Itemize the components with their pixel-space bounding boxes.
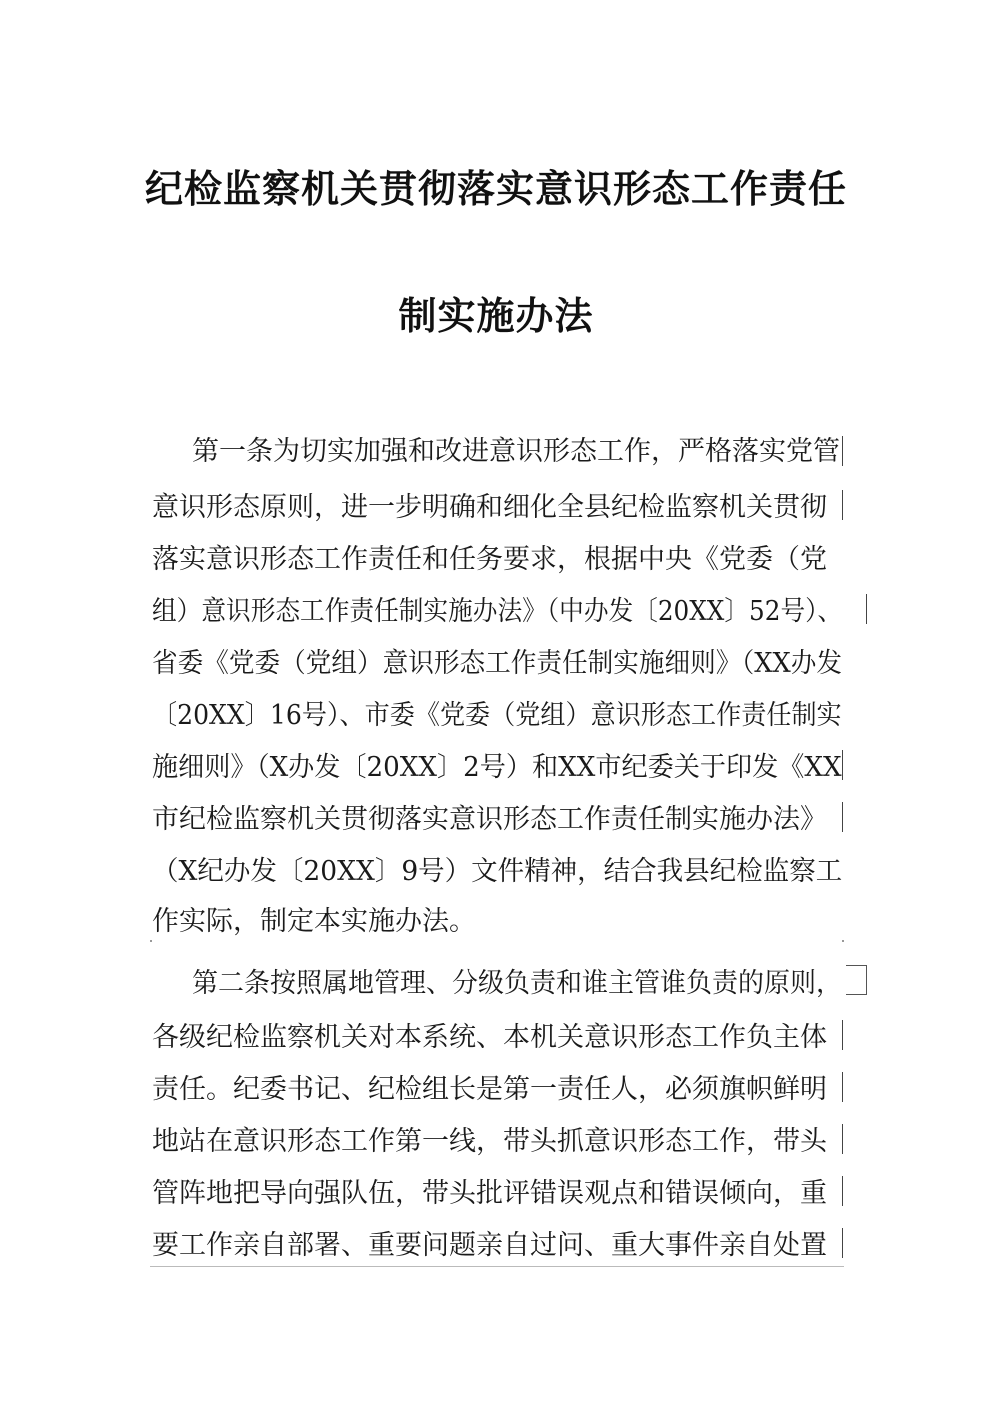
document-title-line-1: 纪检监察机关贯彻落实意识形态工作责任: [144, 166, 847, 211]
article1-line: 省委《党委（党组）意识形态工作责任制实施细则》（XX办发: [152, 648, 842, 679]
article1-line: 第一条为切实加强和改进意识形态工作，严格落实党管: [192, 436, 840, 467]
article1-line: 落实意识形态工作责任和任务要求，根据中央《党委（党: [152, 544, 827, 575]
margin-mark: [842, 750, 843, 780]
article2-line: 第二条按照属地管理、分级负责和谁主管谁负责的原则，: [192, 968, 843, 999]
article1-line: （X纪办发〔20XX〕9号）文件精神，结合我县纪检监察工: [152, 856, 843, 887]
article2-line: 各级纪检监察机关对本系统、本机关意识形态工作负主体: [152, 1022, 827, 1053]
margin-mark: [866, 594, 867, 624]
margin-dot: [842, 940, 844, 942]
article1-line: 施细则》（X办发〔20XX〕2号）和XX市纪委关于印发《XX: [152, 752, 842, 783]
margin-dot: [150, 940, 152, 942]
margin-mark: [842, 802, 843, 832]
article2-line: 地站在意识形态工作第一线，带头抓意识形态工作，带头: [152, 1126, 827, 1157]
article1-line: 意识形态原则，进一步明确和细化全县纪检监察机关贯彻: [152, 492, 827, 523]
margin-mark: [842, 1072, 843, 1102]
margin-mark: [842, 1228, 843, 1258]
article2-line: 管阵地把导向强队伍，带头批评错误观点和错误倾向，重: [152, 1178, 827, 1209]
margin-mark: [842, 436, 843, 466]
document-title-line-2: 制实施办法: [398, 293, 594, 338]
article2-line: 责任。纪委书记、纪检组长是第一责任人，必须旗帜鲜明: [152, 1074, 827, 1105]
bottom-margin-rule: [150, 1266, 844, 1267]
margin-mark: [842, 1124, 843, 1154]
article2-line: 要工作亲自部署、重要问题亲自过问、重大事件亲自处置: [152, 1230, 827, 1261]
margin-mark: [842, 1176, 843, 1206]
margin-mark: [842, 490, 843, 520]
article1-line: 作实际，制定本实施办法。: [152, 906, 476, 937]
article1-line: 〔20XX〕16号）、市委《党委（党组）意识形态工作责任制实: [152, 700, 842, 731]
margin-mark: [842, 1020, 843, 1050]
article1-line: 组）意识形态工作责任制实施办法》（中办发〔20XX〕52号）、: [152, 596, 843, 627]
article1-line: 市纪检监察机关贯彻落实意识形态工作责任制实施办法》: [152, 804, 827, 835]
margin-corner-mark: [846, 965, 867, 995]
